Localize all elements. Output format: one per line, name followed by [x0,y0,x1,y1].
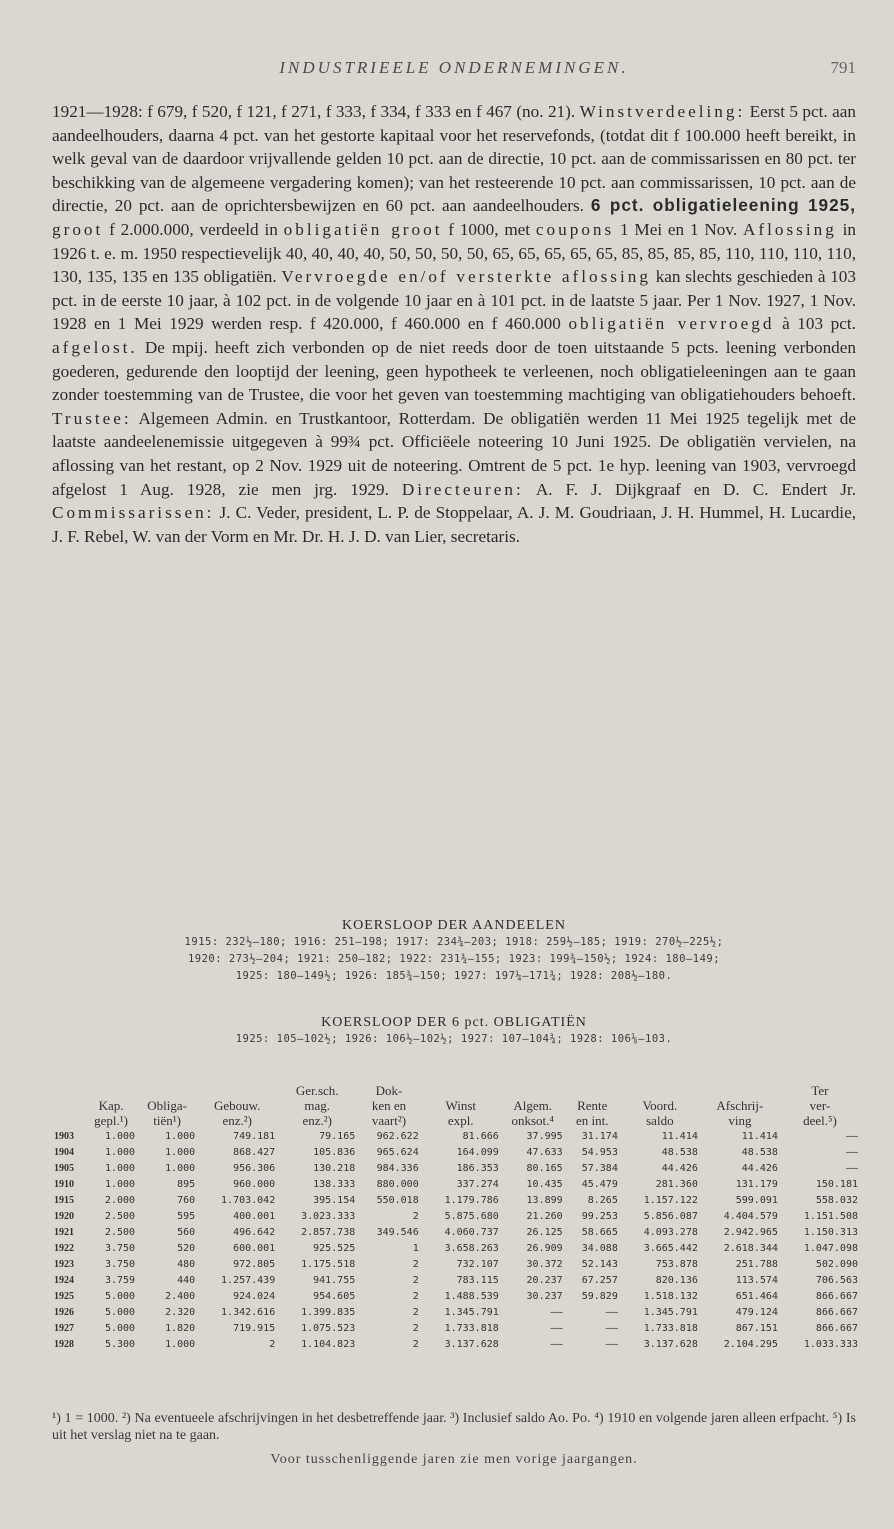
quote-line: 1920: 273½—204; 1921: 250—182; 1922: 231¾—155; 1923: 199¾—150½; 1924: 180—149; [187,953,721,965]
table-cell: 67.257 [581,1274,618,1286]
table-cell: 5.300 [104,1338,136,1350]
table-cell: 965.624 [376,1146,419,1158]
table-cell: 496.642 [233,1226,276,1238]
footnote-text: ¹) 1 = 1000. ²) Na eventueele afschrijvingen in het desbetreffende jaar. ³) Inclusief saldo Ao. Po. ⁴) 1910 en volgende jaren alleen erfpacht. ⁵) Is uit het verslag niet na te gaan. [52,1411,856,1443]
table-cell: 1.733.818 [444,1322,499,1334]
table-cell: 1.000 [104,1146,136,1158]
table-cell: 5.000 [104,1306,136,1318]
table-cell: 2.500 [104,1226,136,1238]
table-cell: 20.237 [526,1274,563,1286]
table-cell: 2.618.344 [723,1242,778,1254]
table-cell: 550.018 [376,1194,419,1206]
table-cell: 1.150.313 [803,1226,858,1238]
page-number: 791 [830,58,856,77]
table-cell: 2 [412,1290,419,1302]
row-year: 1910 [54,1178,74,1190]
table-cell: —— [550,1306,563,1318]
table-cell: 2.000 [104,1194,136,1206]
column-header: Ter ver- deel.⁵) [803,1083,837,1128]
text-run: kan slechts geschieden à 103 pct. in de eerste 10 jaar, à 102 pct. in de volgende 10 jaar en à 101 pct. in de laatste 5 jaar. Per 1 Nov. 1927, 1 Nov. 1928 en 1 Mei 1929 werden resp. f 420.000, f 460.000 en f 460.000 [52,267,856,334]
column-header: Obliga- tiën¹) [147,1098,187,1128]
table-cell: 3.658.263 [444,1242,499,1254]
table-cell: 1.257.439 [221,1274,276,1286]
table-row [52,1240,860,1256]
table-cell: 26.125 [526,1226,563,1238]
table-cell: 1.000 [165,1338,196,1350]
text-run: Eerst 5 pct. aan aandeelhouders, daarna 4 pct. van het gestorte kapitaal voor het reservefonds, (totdat dit f 100.000 heeft bereikt, in welk geval van de daardoor vrijvallende gelden 10 pct. aan de directie, 10 pct. aan de commissarissen en 80 pct. ter beschikking van de algemeene vergadering komen); van het resteerende 10 pct. aan commissarissen, 10 pct. aan de directie, 20 pct. aan de oprichtersbewijzen en 60 pct. aan aandeelhouders. [52,102,856,216]
table-row [52,1320,860,1336]
table-cell: 1.342.616 [221,1306,276,1318]
row-year: 1915 [54,1194,74,1206]
footnotes [52,1410,856,1444]
table-cell: 349.546 [376,1226,419,1238]
table-cell: 2 [412,1322,419,1334]
text-run: 1 Mei en 1 Nov. [614,219,743,239]
table-cell: 972.805 [233,1258,276,1270]
column-header: Afschrij- ving [716,1098,764,1128]
label-vervroegde-aflossing: Vervroegde en/of versterkte aflossing [281,267,651,287]
table-cell: —— [605,1338,618,1350]
row-year: 1926 [54,1306,74,1318]
text-run: obligatiën vervroegd [568,314,775,334]
section-title: KOERSLOOP DER 6 pct. OBLIGATIËN [321,1015,587,1030]
table-cell: 48.538 [661,1146,698,1158]
table-cell: 1.157.122 [643,1194,698,1206]
table-cell: —— [605,1306,618,1318]
column-header: Algem. onksot.⁴ [511,1098,554,1128]
table-cell: 5.000 [104,1290,136,1302]
final-note: Voor tusschenliggende jaren zie men vorige jaargangen. [270,1452,638,1467]
table-cell: 1.000 [165,1162,196,1174]
table-cell: —— [605,1322,618,1334]
table-cell: 1.000 [165,1130,196,1142]
table-cell: 651.464 [735,1290,778,1302]
table-cell: 58.665 [581,1226,618,1238]
table-cell: —— [550,1338,563,1350]
table-cell: 558.032 [815,1194,858,1206]
table-cell: 10.435 [526,1178,563,1190]
row-year: 1928 [54,1338,74,1350]
financial-table [52,1083,860,1352]
bond-loan-heading: 6 pct. obligatieleening 1925, [590,195,857,216]
table-cell: 599.091 [735,1194,778,1206]
table-row [52,1208,860,1224]
table-cell: 1.000 [104,1162,136,1174]
table-cell: 81.666 [462,1130,499,1142]
table-row [52,1256,860,1272]
table-cell: 11.414 [661,1130,698,1142]
table-cell: 820.136 [655,1274,698,1286]
table-cell: 962.622 [376,1130,419,1142]
table-cell: 5.000 [104,1322,136,1334]
table-cell: 5.856.087 [643,1210,698,1222]
table-cell: 131.179 [735,1178,778,1190]
table-cell: 150.181 [815,1178,858,1190]
table-cell: 80.165 [526,1162,563,1174]
table-cell: 54.953 [581,1146,618,1158]
table-cell: 4.404.579 [723,1210,778,1222]
quote-line: 1925: 180—149½; 1926: 185¾—150; 1927: 197¼—171¾; 1928: 208½—180. [235,970,673,982]
row-year: 1924 [54,1274,74,1286]
table-row [52,1160,860,1176]
table-row [52,1288,860,1304]
table-cell: 48.538 [741,1146,778,1158]
table-cell: 138.333 [313,1178,356,1190]
table-cell: 866.667 [815,1322,858,1334]
table-cell: 2 [269,1338,276,1350]
column-header [52,1083,85,1128]
table-cell: 719.915 [233,1322,276,1334]
table-cell: 395.154 [313,1194,356,1206]
table-cell: 44.426 [661,1162,698,1174]
table-cell: 164.099 [456,1146,499,1158]
table-cell: 2 [412,1258,419,1270]
table-cell: 1.033.333 [803,1338,858,1350]
label-trustee: Trustee: [52,408,132,428]
table-cell: —— [845,1146,858,1158]
table-cell: 5.875.680 [444,1210,499,1222]
column-header: Ger.sch. mag. enz.²) [295,1083,339,1128]
table-cell: 3.759 [104,1274,136,1286]
text-run: groot [52,219,104,239]
table-cell: 956.306 [233,1162,276,1174]
table-cell: 3.137.628 [444,1338,499,1350]
table-row [52,1128,860,1144]
text-run: A. F. J. Dijkgraaf en D. C. Endert Jr. [523,479,856,499]
table-cell: 1.399.835 [301,1306,356,1318]
table-cell: 337.274 [456,1178,499,1190]
table-cell: 3.023.333 [301,1210,356,1222]
table-cell: —— [550,1322,563,1334]
column-header: Kap. gepl.¹) [94,1098,128,1128]
column-header: Rente en int. [576,1098,609,1128]
table-cell: 1.345.791 [444,1306,499,1318]
table-cell: 925.525 [313,1242,356,1254]
table-cell: 1.733.818 [643,1322,698,1334]
table-cell: 1.075.523 [301,1322,356,1334]
table-row [52,1192,860,1208]
text-run: afgelost. [52,337,138,357]
table-cell: 186.353 [456,1162,499,1174]
column-header: Gebouw. enz.²) [213,1098,261,1128]
text-run: à 103 pct. [774,314,856,334]
row-year: 1905 [54,1162,74,1174]
table-cell: 3.750 [104,1258,136,1270]
table-cell: 560 [177,1226,196,1238]
column-header: Voord. saldo [642,1098,678,1128]
share-price-section [52,918,856,985]
table-cell: 2.857.738 [301,1226,356,1238]
table-cell: 3.137.628 [643,1338,698,1350]
table-cell: 2.104.295 [723,1338,778,1350]
table-cell: 37.995 [526,1130,563,1142]
table-cell: 595 [177,1210,196,1222]
table-cell: 3.750 [104,1242,136,1254]
row-year: 1923 [54,1258,74,1270]
table-cell: 479.124 [735,1306,778,1318]
bond-price-section [52,1015,856,1048]
table-cell: 1.000 [104,1130,136,1142]
table-cell: 749.181 [233,1130,276,1142]
text-run: De mpij. heeft zich verbonden op de niet reeds door de toen uitstaande 5 pcts. leening verbonden goederen, gedurende den looptijd der leening, geen hypotheek te verleenen, noch obligatieleeningen aan te gaan zonder toestemming van de Trustee, die voor het geven van toestemming machtiging van obligatiehouders behoeft. [52,337,856,405]
label-winstverdeeling: Winstverdeeling: [579,102,746,121]
table-cell: 2 [412,1338,419,1350]
table-cell: 1.179.786 [444,1194,499,1206]
table-cell: 1.488.539 [444,1290,499,1302]
table-cell: 3.665.442 [643,1242,698,1254]
page-header [52,58,856,88]
table-cell: 30.237 [526,1290,563,1302]
table-cell: 1.000 [104,1178,136,1190]
row-year: 1903 [54,1130,74,1142]
table-cell: 57.384 [581,1162,618,1174]
text-run: in 1926 t. e. m. 1950 respectievelijk 40, 40, 40, 40, 50, 50, 50, 50, 65, 65, 65, 65, 65, 85, 85, 85, 85, 110, 110, 110, 110, 130, 135, 135 en 135 obligatiën. [52,219,856,287]
column-header: Dok- ken en vaart²) [371,1083,407,1128]
table-cell: 732.107 [456,1258,499,1270]
label-directeuren: Directeuren: [401,479,524,499]
table-cell: 105.836 [313,1146,356,1158]
table-cell: 4.060.737 [444,1226,499,1238]
table-cell: 924.024 [233,1290,276,1302]
table-cell: 866.667 [815,1290,858,1302]
table-cell: 880.000 [376,1178,419,1190]
table-cell: 984.336 [376,1162,419,1174]
table-body [52,1128,860,1352]
label-commissarissen: Commissarissen: [52,503,215,523]
table-cell: 895 [177,1178,196,1190]
table-row [52,1272,860,1288]
table-cell: 99.253 [581,1210,618,1222]
table-cell: 1.151.508 [803,1210,858,1222]
table-cell: 45.479 [581,1178,618,1190]
paragraph [52,100,856,548]
table-cell: 47.633 [526,1146,563,1158]
table-cell: 600.001 [233,1242,276,1254]
section-title: KOERSLOOP DER AANDEELEN [342,918,566,933]
table-cell: 1.104.823 [301,1338,356,1350]
row-year: 1920 [54,1210,74,1222]
table-cell: 502.090 [815,1258,858,1270]
table-cell: 26.909 [526,1242,563,1254]
text-run: coupons [535,219,615,239]
table-cell: 281.360 [655,1178,698,1190]
table-cell: 1.518.132 [643,1290,698,1302]
table-cell: 480 [177,1258,196,1270]
table-cell: 960.000 [233,1178,276,1190]
text-run: J. C. Veder, president, L. P. de Stoppelaar, A. J. M. Goudriaan, J. H. Hummel, H. Lucardie, J. F. Rebel, W. van der Vorm en Mr. Dr. H. J. D. van Lier, secretaris. [52,503,856,546]
table-cell: —— [845,1162,858,1174]
table-cell: 2.942.965 [723,1226,778,1238]
row-year: 1922 [54,1242,74,1254]
row-year: 1925 [54,1290,74,1302]
table-cell: 1.047.098 [803,1242,858,1254]
table-cell: 1.175.518 [301,1258,356,1270]
text-run: Algemeen Admin. en Trustkantoor, Rotterdam. De obligatiën werden 11 Mei 1925 tegelijk met de laatste aandeelenemissie uitgegeven à 99¾ pct. Officiëele noteering 10 Juni 1925. De obligatiën vervielen, na aflossing van het restant, op 2 Nov. 1929 uit de noteering. Omtrent de 5 pct. 1e hyp. leening van 1903, vervroegd afgelost 1 Aug. 1928, zie men jrg. 1929. [52,408,856,499]
company-description [52,100,856,548]
table-cell: 44.426 [741,1162,778,1174]
dividend-history: 1921—1928: f 679, f 520, f 121, f 271, f 333, f 334, f 333 en f 467 (no. 21). [52,102,576,121]
label-aflossing: Aflossing [742,219,837,239]
quote-line: 1915: 232½—180; 1916: 251—198; 1917: 234¾—203; 1918: 259½—185; 1919: 270½—225½; [184,936,724,948]
text-run: f 1000, met [442,219,536,239]
table-cell: 2 [412,1210,419,1222]
table-cell: 1.820 [165,1322,196,1334]
table-cell: 1.345.791 [643,1306,698,1318]
row-year: 1921 [54,1226,74,1238]
table-cell: 30.372 [526,1258,563,1270]
table-cell: 34.088 [581,1242,618,1254]
row-year: 1904 [54,1146,74,1158]
table-cell: 130.218 [313,1162,356,1174]
table-cell: 440 [177,1274,196,1286]
table-cell: —— [845,1130,858,1142]
table-header-row [52,1083,860,1128]
table-cell: 79.165 [319,1130,356,1142]
table-cell: 251.788 [735,1258,778,1270]
table-cell: 8.265 [587,1194,618,1206]
table-cell: 2.500 [104,1210,136,1222]
table-cell: 31.174 [581,1130,618,1142]
table-cell: 2.400 [165,1290,196,1302]
table-cell: 866.667 [815,1306,858,1318]
table-cell: 11.414 [741,1130,778,1142]
running-title: INDUSTRIEELE ONDERNEMINGEN. [279,58,629,77]
table-cell: 21.260 [526,1210,563,1222]
table-cell: 706.563 [815,1274,858,1286]
table-cell: 783.115 [456,1274,499,1286]
table-cell: 868.427 [233,1146,276,1158]
table-cell: 1 [412,1242,419,1254]
table-cell: 52.143 [581,1258,618,1270]
table-cell: 941.755 [313,1274,356,1286]
row-year: 1927 [54,1322,74,1334]
table-row [52,1144,860,1160]
table-cell: 2 [412,1274,419,1286]
table-cell: 113.574 [735,1274,778,1286]
text-run: obligatiën groot [283,219,443,239]
text-run: f 2.000.000, verdeeld in [103,219,284,239]
table-cell: 2 [412,1306,419,1318]
table-row [52,1304,860,1320]
table-cell: 954.605 [313,1290,356,1302]
table-row [52,1224,860,1240]
table-cell: 59.829 [581,1290,618,1302]
quote-line: 1925: 105—102½; 1926: 106½—102½; 1927: 107—104¾; 1928: 106⅛—103. [235,1033,673,1045]
table-cell: 13.899 [526,1194,563,1206]
table-cell: 4.093.278 [643,1226,698,1238]
table-cell: 520 [177,1242,196,1254]
table-cell: 1.000 [165,1146,196,1158]
table-cell: 1.703.042 [221,1194,276,1206]
column-header: Winst expl. [445,1098,477,1128]
table-cell: 867.151 [735,1322,778,1334]
table-cell: 2.320 [165,1306,196,1318]
table-cell: 400.001 [233,1210,276,1222]
table-row [52,1336,860,1352]
table-row [52,1176,860,1192]
table-cell: 753.878 [655,1258,698,1270]
table-cell: 760 [177,1194,196,1206]
